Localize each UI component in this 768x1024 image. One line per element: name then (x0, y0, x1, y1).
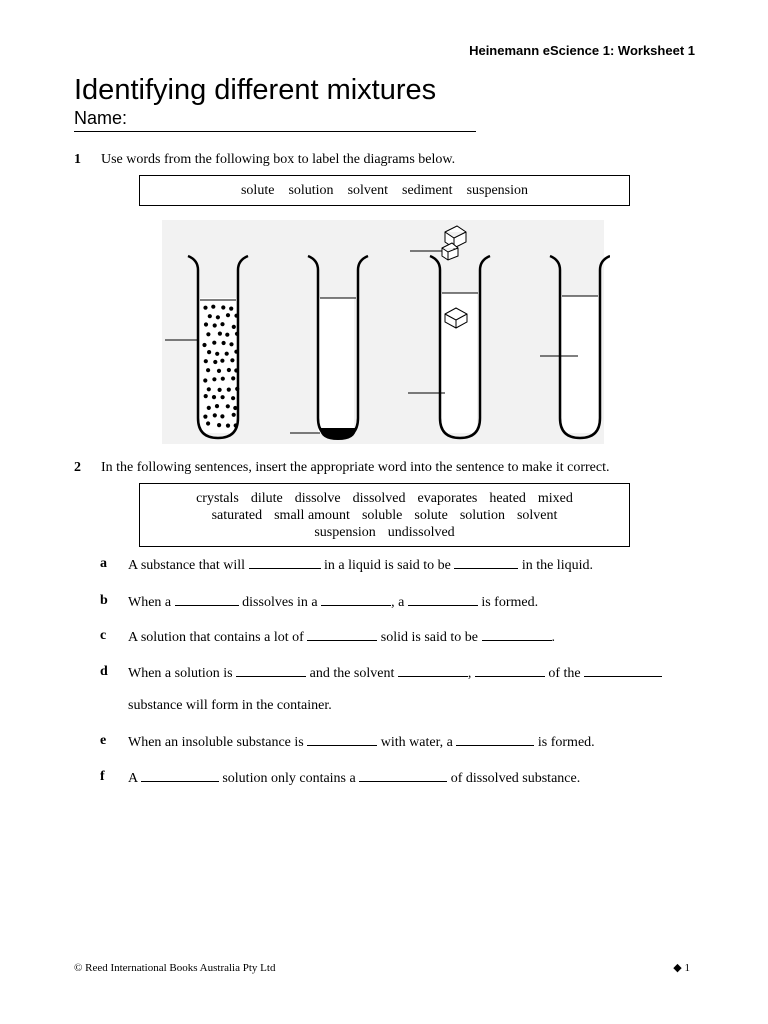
item-letter: f (100, 769, 105, 784)
particle-dot (203, 378, 207, 382)
particle-dot (225, 333, 229, 337)
word-box-row (140, 490, 629, 507)
particle-dot (222, 341, 226, 345)
word-box-item: undissolved (387, 525, 455, 540)
particle-dot (234, 423, 238, 427)
particle-dot (235, 332, 239, 336)
particle-dot (231, 396, 235, 400)
page-number: ◆ 1 (673, 962, 690, 974)
particle-dot (230, 358, 234, 362)
item-letter: e (100, 733, 107, 748)
answer-blank[interactable] (321, 593, 391, 606)
particle-dot (216, 315, 220, 319)
particle-dot (213, 360, 217, 364)
answer-blank[interactable] (141, 769, 219, 782)
name-field-line[interactable] (74, 131, 476, 132)
word-box-item: saturated (211, 508, 263, 523)
answer-blank[interactable] (482, 628, 552, 641)
particle-dot (207, 387, 211, 391)
particle-dot (203, 415, 207, 419)
particle-dot (229, 342, 233, 346)
particle-dot (204, 359, 208, 363)
answer-blank[interactable] (584, 664, 662, 677)
answer-blank[interactable] (475, 664, 545, 677)
particle-dot (212, 377, 216, 381)
particle-dot (212, 395, 216, 399)
particle-dot (221, 395, 225, 399)
word-box-item: small amount (274, 508, 350, 523)
word-box-item: soluble (361, 508, 403, 523)
question-1-word-box (139, 175, 630, 206)
particle-dot (202, 343, 206, 347)
answer-blank[interactable] (236, 664, 306, 677)
answer-blank[interactable] (249, 556, 321, 569)
particle-dot (213, 413, 217, 417)
particle-dot (231, 376, 235, 380)
particle-dot (217, 423, 221, 427)
word-box-item: solute (240, 182, 275, 198)
test-tubes-diagram (160, 218, 610, 448)
particle-dot (217, 369, 221, 373)
particle-dot (227, 388, 231, 392)
answer-blank[interactable] (359, 769, 447, 782)
particle-dot (220, 322, 224, 326)
word-box-item: solution (459, 508, 505, 523)
particle-dot (208, 314, 212, 318)
word-box-item: evaporates (417, 491, 478, 506)
answer-blank[interactable] (456, 733, 534, 746)
particle-dot (215, 352, 219, 356)
particle-dot (204, 394, 208, 398)
item-e-sentence: When an insoluble substance is with water, a is formed. (128, 735, 595, 750)
particle-dot (234, 350, 238, 354)
word-box-item: mixed (537, 491, 573, 506)
word-box-item: solvent (516, 508, 558, 523)
word-box-row (140, 507, 629, 524)
word-box-item: suspension (314, 525, 376, 540)
name-label: Name: (74, 108, 128, 128)
particle-dot (225, 352, 229, 356)
particle-dot (229, 307, 233, 311)
question-2-word-box (139, 483, 630, 547)
item-f-sentence: A solution only contains a of dissolved substance. (128, 771, 581, 786)
particle-dot (226, 313, 230, 317)
word-box-item: sediment (402, 182, 453, 198)
particle-dot (226, 424, 230, 428)
particle-dot (213, 323, 217, 327)
particle-dot (227, 368, 231, 372)
copyright-notice: © Reed International Books Australia Pty Ltd (74, 962, 276, 974)
particle-dot (235, 387, 239, 391)
particle-dot (204, 322, 208, 326)
word-box-item: suspension (466, 182, 529, 198)
particle-dot (218, 332, 222, 336)
particle-dot (215, 404, 219, 408)
question-2-text: In the following sentences, insert the appropriate word into the sentence to make it correct. (101, 460, 610, 475)
item-d-sentence: When a solution is and the solvent , of the (128, 664, 662, 682)
particle-dot (207, 350, 211, 354)
word-box-item: solution (288, 182, 334, 198)
particle-dot (218, 388, 222, 392)
word-box-item: crystals (196, 491, 239, 506)
item-a-sentence: A substance that will in a liquid is said to be in the liquid. (128, 558, 593, 573)
item-letter: b (100, 593, 108, 608)
particle-dot (232, 325, 236, 329)
word-box-item: dissolve (294, 491, 341, 506)
particle-dot (206, 421, 210, 425)
word-box-item: heated (489, 491, 526, 506)
item-d-continuation: substance will form in the container. (128, 698, 332, 713)
particle-dot (212, 341, 216, 345)
particle-dot (206, 368, 210, 372)
answer-blank[interactable] (398, 664, 468, 677)
word-box-item: solute (414, 508, 448, 523)
particle-dot (220, 359, 224, 363)
answer-blank[interactable] (408, 593, 478, 606)
answer-blank[interactable] (307, 733, 377, 746)
question-2-number: 2 (74, 460, 81, 475)
item-letter: d (100, 664, 108, 679)
worksheet-header: Heinemann eScience 1: Worksheet 1 (469, 43, 695, 58)
particle-dot (234, 314, 238, 318)
particle-dot (234, 368, 238, 372)
particle-dot (233, 406, 237, 410)
particle-dot (221, 377, 225, 381)
answer-blank[interactable] (454, 556, 518, 569)
particle-dot (203, 306, 207, 310)
word-box-item: dilute (250, 491, 283, 506)
answer-blank[interactable] (307, 628, 377, 641)
word-box-row (140, 524, 629, 541)
particle-dot (221, 305, 225, 309)
item-c-sentence: A solution that contains a lot of solid is said to be . (128, 630, 555, 645)
particle-dot (226, 404, 230, 408)
particle-dot (207, 406, 211, 410)
particle-dot (206, 332, 210, 336)
item-letter: c (100, 628, 107, 643)
word-box-item: dissolved (352, 491, 406, 506)
question-1-number: 1 (74, 152, 81, 167)
word-box-item: solvent (347, 182, 389, 198)
item-letter: a (100, 556, 107, 571)
page-title: Identifying different mixtures (74, 74, 437, 106)
answer-blank[interactable] (175, 593, 239, 606)
particle-dot (211, 305, 215, 309)
particle-dot (232, 413, 236, 417)
item-b-sentence: When a dissolves in a , a is formed. (128, 595, 539, 610)
question-1-text: Use words from the following box to label the diagrams below. (101, 152, 456, 167)
particle-dot (220, 414, 224, 418)
